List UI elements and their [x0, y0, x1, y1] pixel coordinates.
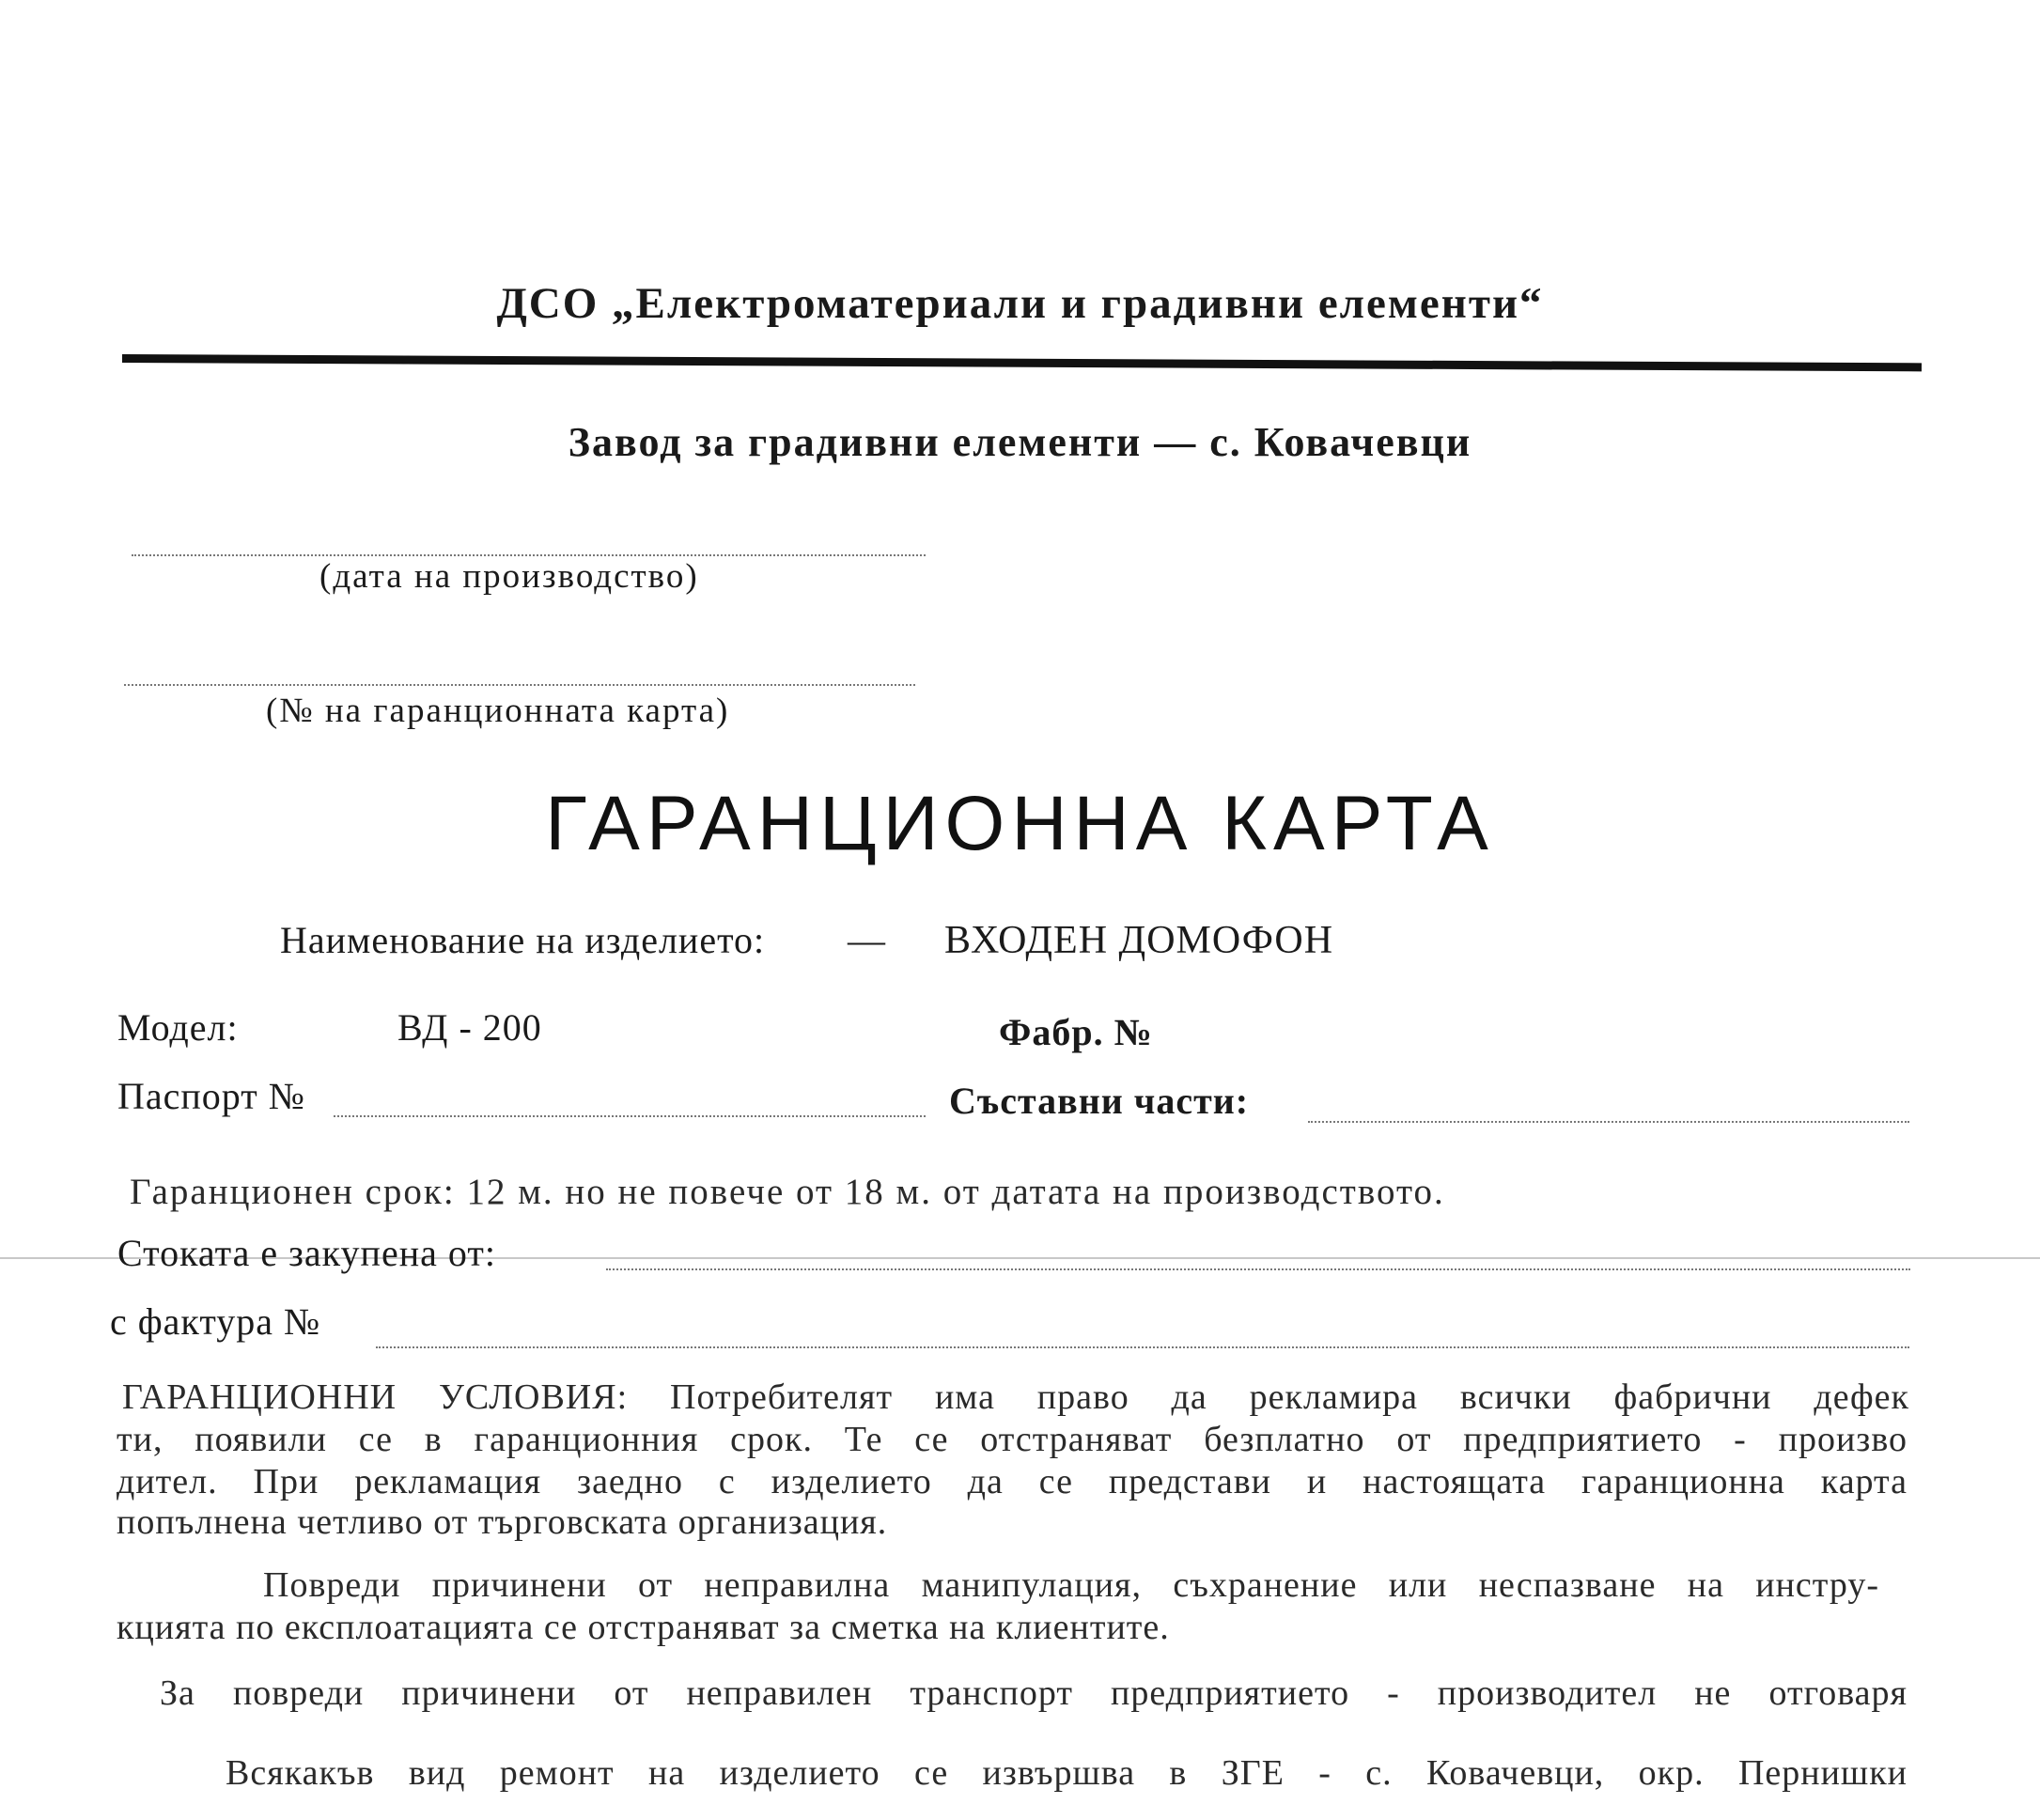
invoice-label: с фактура № — [110, 1300, 321, 1343]
purchased-from-label: Стоката е закупена от: — [117, 1232, 496, 1274]
transport-line: За повреди причинени от неправилен транспорт предприятието - производител не отговаря — [160, 1673, 1908, 1713]
passport-label: Паспорт № — [117, 1075, 305, 1117]
conditions-line-4: попълнена четливо от търговската организация. — [117, 1502, 888, 1542]
model-value: ВД - 200 — [397, 1006, 542, 1049]
damage-line-1: Повреди причинени от неправилна манипулация, съхранение или неспазване на инстру- — [263, 1565, 1879, 1605]
components-label: Съставни части: — [949, 1080, 1250, 1122]
header-rule — [122, 354, 1922, 371]
product-name-value: ВХОДЕН ДОМОФОН — [944, 919, 1334, 962]
invoice-field[interactable] — [376, 1346, 1909, 1348]
conditions-line-1: ГАРАНЦИОННИ УСЛОВИЯ: Потребителят има право да рекламира всички фабрични дефек — [122, 1377, 1909, 1417]
model-label: Модел: — [117, 1006, 239, 1049]
repair-line: Всякакъв вид ремонт на изделието се извършва в ЗГЕ - с. Ковачевци, окр. Пернишки — [226, 1753, 1908, 1793]
product-name-label: Наименование на изделието: — [280, 919, 766, 961]
production-date-caption: (дата на производство) — [319, 557, 699, 596]
purchased-from-field[interactable] — [606, 1268, 1910, 1270]
organization-header: ДСО „Електроматериали и градивни елементи“ — [496, 279, 1544, 328]
factory-header: Завод за градивни елементи — с. Ковачевци — [568, 419, 1472, 465]
document-title: ГАРАНЦИОННА КАРТА — [545, 781, 1495, 866]
serial-number-label: Фабр. № — [999, 1011, 1153, 1053]
warranty-period: Гаранционен срок: 12 м. но не повече от 18 м. от датата на производството. — [130, 1172, 1445, 1212]
card-number-field[interactable] — [124, 684, 915, 686]
components-field[interactable] — [1308, 1121, 1909, 1123]
card-number-caption: (№ на гаранционната карта) — [266, 692, 730, 730]
conditions-line-3: дител. При рекламация заедно с изделието да се представи и настоящата гаранционна карта — [117, 1462, 1908, 1501]
product-name-dash: — — [848, 919, 886, 961]
passport-field[interactable] — [334, 1115, 926, 1117]
damage-line-2: кцията по експлоатацията се отстраняват за сметка на клиентите. — [117, 1608, 1170, 1647]
conditions-line-2: ти, появили се в гаранционния срок. Те се отстраняват безплатно от предприятието - произво — [117, 1420, 1908, 1459]
